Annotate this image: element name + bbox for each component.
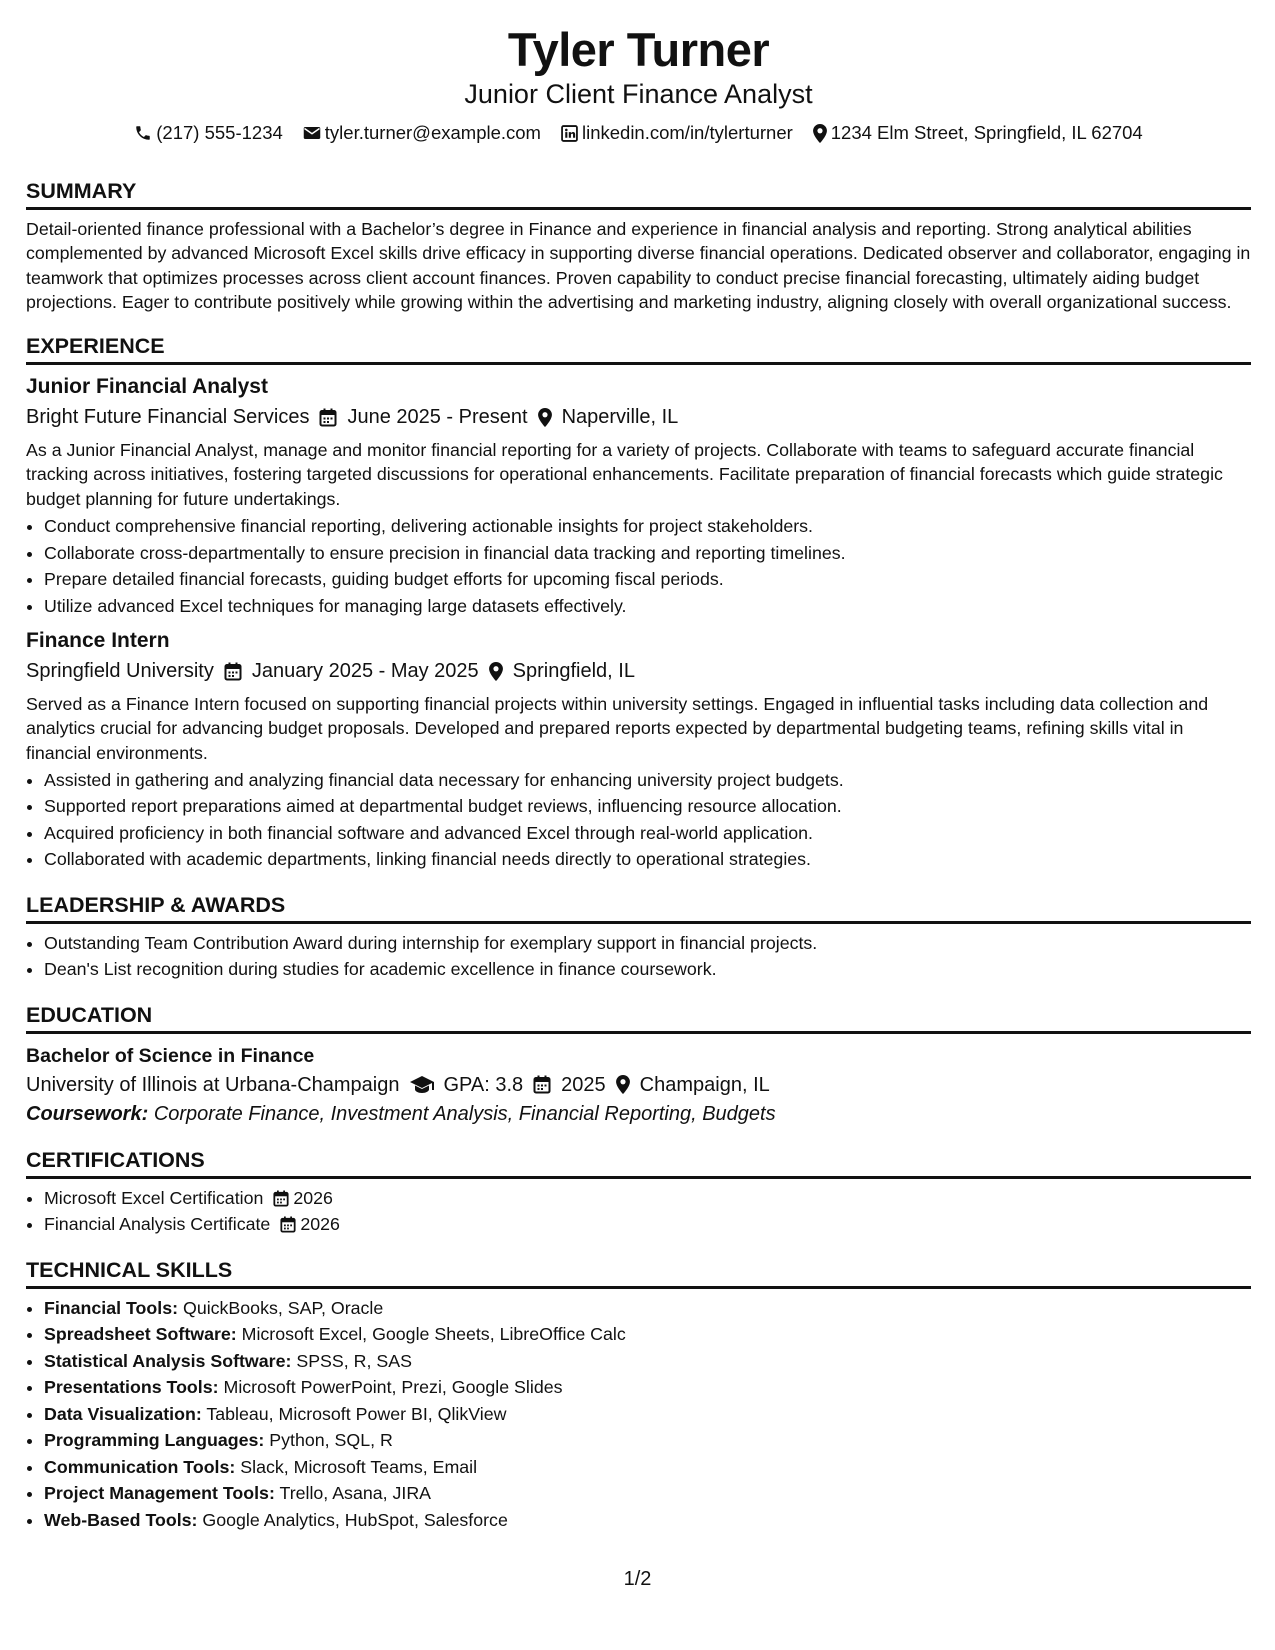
job-description: Served as a Finance Intern focused on supporting financial projects within university settings. Engaged in influential tasks including data collection and analytics crucial for advancing budget proposals. Developed and prepared reports expected by departmental budgeting teams, refining skills vital in financial environments. <box>26 694 1209 763</box>
page-number: 1/2 <box>623 1568 652 1590</box>
job-meta <box>26 657 1251 685</box>
list-item: • Assisted in gathering and analyzing financial data necessary for enhancing university project budgets. <box>44 767 1251 794</box>
list-item: • Conduct comprehensive financial reporting, delivering actionable insights for project stakeholders. <box>44 513 1251 540</box>
skill-value: Slack, Microsoft Teams, Email <box>240 1456 478 1477</box>
skill-label: Spreadsheet Software: <box>44 1324 237 1345</box>
list-item: • Collaborate cross-departmentally to ensure precision in financial data tracking and reporting timelines. <box>44 540 1251 567</box>
list-item: • Dean's List recognition during studies for academic excellence in finance coursework. <box>44 956 1251 983</box>
cert-year: 2026 <box>293 1187 333 1208</box>
skill-value: Microsoft PowerPoint, Prezi, Google Slides <box>223 1377 563 1398</box>
graduation-year: 2025 <box>561 1073 606 1096</box>
job-company: Bright Future Financial Services <box>26 406 310 429</box>
phone-icon <box>134 124 152 142</box>
map-pin-icon <box>813 124 827 143</box>
education-meta <box>26 1071 1251 1099</box>
contact-address-text: 1234 Elm Street, Springfield, IL 62704 <box>830 122 1143 143</box>
contact-phone[interactable] <box>134 121 283 145</box>
contact-linkedin-text: linkedin.com/in/tylerturner <box>581 122 793 143</box>
map-pin-icon <box>616 1075 630 1094</box>
skill-value: QuickBooks, SAP, Oracle <box>182 1297 384 1318</box>
skill-label: Project Management Tools: <box>44 1483 275 1504</box>
candidate-role: Junior Client Finance Analyst <box>464 79 813 109</box>
school-location: Champaign, IL <box>639 1073 770 1096</box>
skill-label: Data Visualization: <box>44 1403 202 1424</box>
summary-text: Detail-oriented finance professional with a Bachelor’s degree in Finance and experience in financial analysis and reporting. Strong analytical abilities complemented by advanced Microsoft Excel skills drive efficacy in supporting diverse financial operations. Dedicated observer and collaborator, engaging in teamwork that optimizes processes across client account finances. Proven capability to conduct precise financial forecasting, ultimately aiding budget projections. Eager to contribute positively while growing within the advertising and marketing industry, aligning closely with overall organizational success. <box>26 219 1251 312</box>
summary-heading: SUMMARY <box>26 159 1251 210</box>
degree-title: Bachelor of Science in Finance <box>26 1044 315 1067</box>
list-item <box>44 1507 1251 1534</box>
job-location: Naperville, IL <box>561 406 679 429</box>
list-item: • Utilize advanced Excel techniques for managing large datasets effectively. <box>44 593 1251 620</box>
contact-email-text: tyler.turner@example.com <box>324 122 541 143</box>
leadership-list <box>26 930 1251 983</box>
list-item <box>44 1480 1251 1507</box>
linkedin-icon <box>561 125 578 142</box>
job-company: Springfield University <box>26 660 214 683</box>
experience-section <box>26 314 1251 873</box>
coursework-list: Corporate Finance, Investment Analysis, Financial Reporting, Budgets <box>153 1102 776 1125</box>
skills-list <box>26 1295 1251 1534</box>
calendar-icon <box>280 1216 296 1233</box>
job-dates: June 2025 - Present <box>347 406 528 429</box>
list-item: • Acquired proficiency in both financial software and advanced Excel through real-world application. <box>44 820 1251 847</box>
coursework <box>26 1100 1251 1128</box>
leadership-section <box>26 873 1251 983</box>
skill-label: Financial Tools: <box>44 1297 179 1318</box>
job-meta <box>26 403 1251 431</box>
skill-value: Python, SQL, R <box>269 1430 393 1451</box>
education-section <box>26 983 1251 1128</box>
certifications-heading: CERTIFICATIONS <box>26 1128 1251 1179</box>
list-item <box>44 1211 1251 1238</box>
map-pin-icon <box>538 408 552 427</box>
school-name: University of Illinois at Urbana-Champaign <box>26 1073 400 1096</box>
calendar-icon <box>319 408 337 427</box>
skill-label: Statistical Analysis Software: <box>44 1350 292 1371</box>
job-entry <box>26 627 1251 873</box>
job-bullets <box>26 513 1251 619</box>
cert-name: • Microsoft Excel Certification <box>44 1187 264 1208</box>
map-pin-icon <box>489 662 503 681</box>
job-dates: January 2025 - May 2025 <box>251 660 479 683</box>
summary-section <box>26 159 1251 314</box>
skill-value: Google Analytics, HubSpot, Salesforce <box>202 1509 508 1530</box>
cert-year: 2026 <box>300 1214 340 1235</box>
skill-value: Microsoft Excel, Google Sheets, LibreOffice Calc <box>241 1324 626 1345</box>
job-bullets <box>26 767 1251 873</box>
education-heading: EDUCATION <box>26 983 1251 1034</box>
contact-address <box>813 121 1143 145</box>
skill-value: Tableau, Microsoft Power BI, QlikView <box>206 1403 507 1424</box>
list-item <box>44 1427 1251 1454</box>
certifications-section <box>26 1128 1251 1238</box>
contact-row <box>26 121 1251 145</box>
contact-phone-text: (217) 555-1234 <box>156 122 283 143</box>
leadership-heading: LEADERSHIP & AWARDS <box>26 873 1251 924</box>
skill-label: Programming Languages: <box>44 1430 265 1451</box>
list-item: • Collaborated with academic departments, linking financial needs directly to operational strategies. <box>44 846 1251 873</box>
gpa: GPA: 3.8 <box>443 1073 524 1096</box>
skill-label: Web-Based Tools: <box>44 1509 198 1530</box>
contact-linkedin[interactable] <box>561 121 793 145</box>
job-title: Finance Intern <box>26 629 170 653</box>
list-item <box>44 1374 1251 1401</box>
list-item <box>44 1454 1251 1481</box>
resume-header <box>26 0 1251 145</box>
envelope-icon <box>303 125 321 141</box>
certifications-list <box>26 1185 1251 1238</box>
list-item <box>44 1295 1251 1322</box>
cert-name: • Financial Analysis Certificate <box>44 1214 271 1235</box>
list-item <box>44 1348 1251 1375</box>
list-item: • Supported report preparations aimed at departmental budget reviews, influencing resource allocation. <box>44 793 1251 820</box>
job-location: Springfield, IL <box>512 660 635 683</box>
candidate-name: Tyler Turner <box>507 23 770 76</box>
graduation-cap-icon <box>410 1076 434 1094</box>
skill-value: SPSS, R, SAS <box>296 1350 412 1371</box>
experience-heading: EXPERIENCE <box>26 314 1251 365</box>
skill-label: Presentations Tools: <box>44 1377 219 1398</box>
list-item: • Outstanding Team Contribution Award during internship for exemplary support in financial projects. <box>44 930 1251 957</box>
coursework-label: Coursework: <box>26 1102 149 1125</box>
resume-page <box>26 0 1251 1533</box>
job-title: Junior Financial Analyst <box>26 375 268 399</box>
skills-section <box>26 1238 1251 1534</box>
list-item: • Prepare detailed financial forecasts, guiding budget efforts for upcoming fiscal periods. <box>44 566 1251 593</box>
calendar-icon <box>224 662 242 681</box>
list-item <box>44 1401 1251 1428</box>
calendar-icon <box>273 1190 289 1207</box>
list-item <box>44 1321 1251 1348</box>
job-entry <box>26 373 1251 619</box>
contact-email[interactable] <box>303 121 541 145</box>
list-item <box>44 1185 1251 1212</box>
job-description: As a Junior Financial Analyst, manage and monitor financial reporting for a variety of projects. Collaborate with teams to safeguard accurate financial tracking across initiatives, fostering targeted discussions for operational enhancements. Facilitate preparation of financial forecasts which guide strategic budget planning for future undertakings. <box>26 440 1223 509</box>
skill-value: Trello, Asana, JIRA <box>279 1483 432 1504</box>
skills-heading: TECHNICAL SKILLS <box>26 1238 1251 1289</box>
skill-label: Communication Tools: <box>44 1456 236 1477</box>
calendar-icon <box>533 1075 551 1094</box>
